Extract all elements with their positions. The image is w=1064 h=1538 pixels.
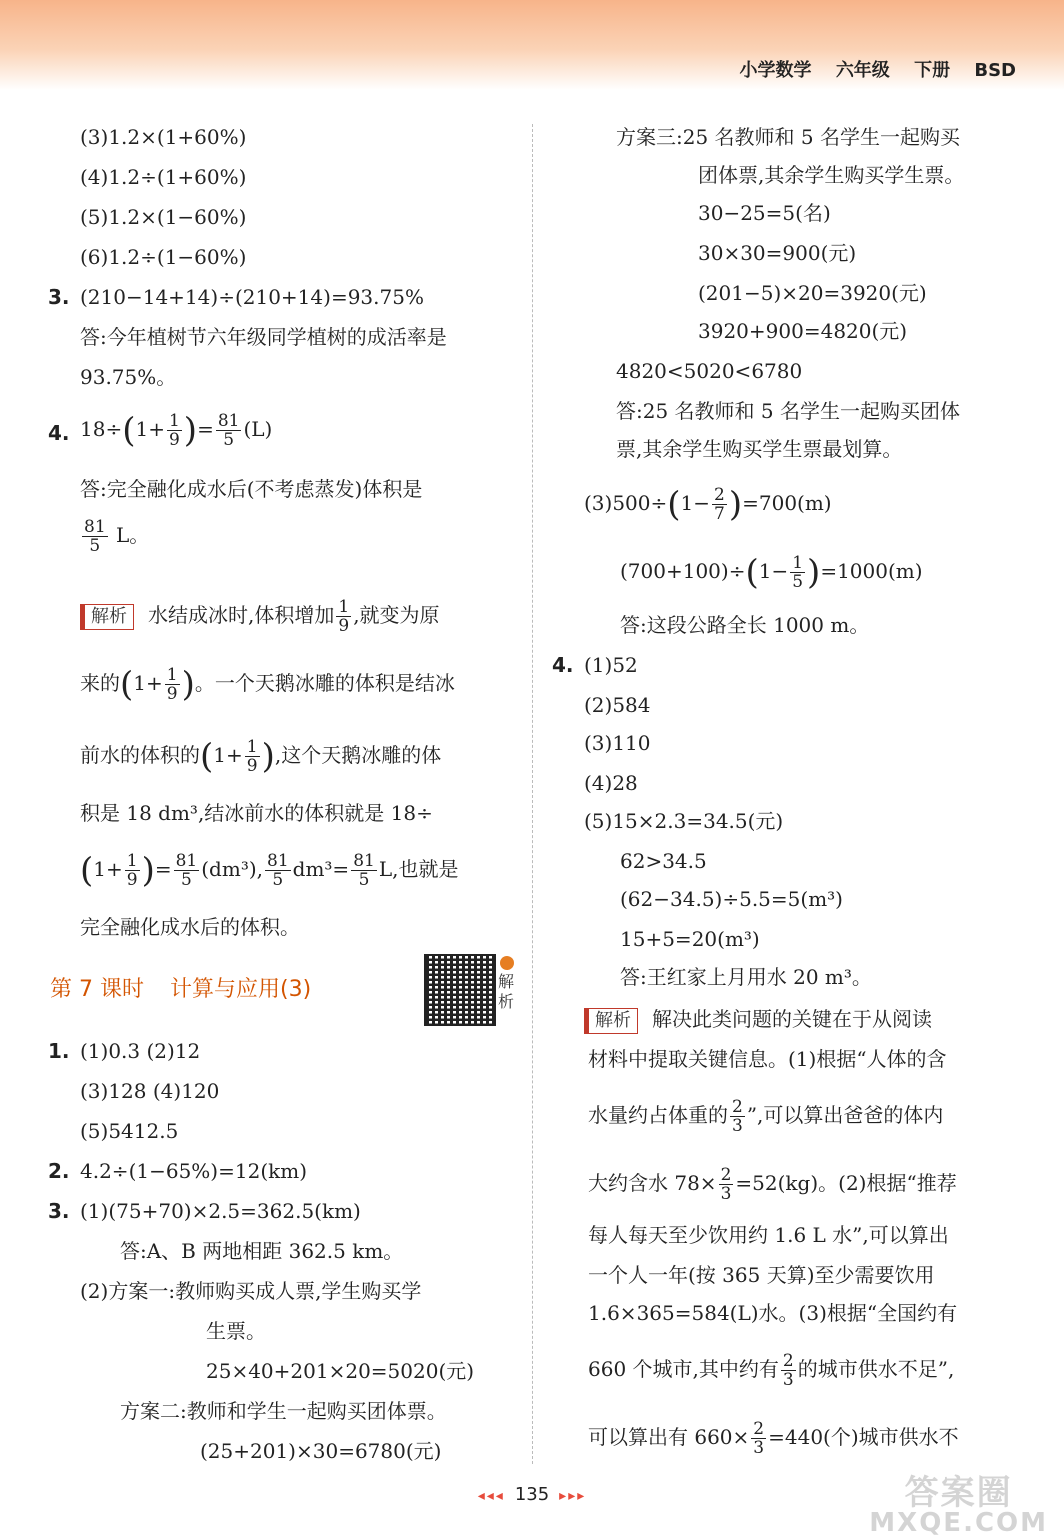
answer-line: 答:完全融化成水后(不考虑蒸发)体积是 <box>80 477 423 501</box>
question-number: 2. <box>48 1159 70 1183</box>
answer-line: (3)1.2×(1+60%) <box>80 125 247 149</box>
fraction: $\frac{81}{5}$ <box>353 851 375 890</box>
text: (3)500÷ <box>584 491 668 515</box>
answer-line: 答:今年植树节六年级同学植树的成活率是 <box>80 325 447 349</box>
qr-label: 解析 <box>498 972 515 1011</box>
formula-line <box>80 518 149 555</box>
analysis-line <box>588 1352 954 1389</box>
answer-line: 15+5=20(m³) <box>620 927 760 951</box>
text: 18÷ <box>80 417 123 441</box>
text: (700+100)÷ <box>620 559 746 583</box>
answer-line: 团体票,其余学生购买学生票。 <box>698 163 965 187</box>
answer-line: 答:这段公路全长 1000 m。 <box>620 613 870 637</box>
paren: ( <box>120 664 134 705</box>
answer-line: 答:王红家上月用水 20 m³。 <box>620 965 872 989</box>
analysis-line: 完全融化成水后的体积。 <box>80 915 300 939</box>
analysis-line <box>80 598 440 635</box>
answer-line: (4)28 <box>584 771 638 795</box>
text: 的城市供水不足”, <box>797 1357 955 1381</box>
answer-line: (1)0.3 (2)12 <box>80 1039 201 1063</box>
question-number: 3. <box>48 285 70 309</box>
column-divider <box>532 124 533 1464</box>
text: =440(个)城市供水不 <box>768 1425 959 1449</box>
text: 1− <box>680 491 711 515</box>
answer-line: (210−14+14)÷(210+14)=93.75% <box>80 285 424 309</box>
fraction: $\frac{1}{9}$ <box>166 665 178 704</box>
paren: ) <box>261 736 275 777</box>
text: ,这个天鹅冰雕的体 <box>274 743 442 767</box>
answer-line: 方案二:教师和学生一起购买团体票。 <box>120 1399 447 1423</box>
fraction: $\frac{81}{5}$ <box>84 517 106 556</box>
text: 。一个天鹅冰雕的体积是结冰 <box>194 671 455 695</box>
text: =52(kg)。(2)根据“推荐 <box>735 1171 957 1195</box>
analysis-line <box>588 1420 959 1457</box>
fraction: $\frac{1}{5}$ <box>792 553 804 592</box>
watermark-title: 答案圈 <box>904 1473 1013 1513</box>
page-number: 135 <box>514 1484 550 1505</box>
answer-line: 25×40+201×20=5020(元) <box>206 1359 475 1383</box>
fraction: $\frac{2}{3}$ <box>782 1351 794 1390</box>
text: 1+ <box>213 743 243 767</box>
answer-line: 答:25 名教师和 5 名学生一起购买团体 <box>616 399 960 423</box>
text: 水量约占体重的 <box>588 1103 728 1127</box>
analysis-line: 积是 18 dm³,结冰前水的体积就是 18÷ <box>80 801 433 825</box>
answer-line: 93.75%。 <box>80 365 177 389</box>
prev-arrows-icon: ◂◂◂ <box>477 1488 505 1504</box>
play-icon[interactable] <box>500 956 514 970</box>
answer-line: 4820<5020<6780 <box>616 359 803 383</box>
watermark <box>869 1473 1048 1538</box>
text: 1+ <box>133 671 163 695</box>
analysis-line <box>588 1166 957 1203</box>
watermark-url: MXQE.COM <box>869 1508 1048 1538</box>
answer-line: (1)52 <box>584 653 638 677</box>
answer-line: (5)15×2.3=34.5(元) <box>584 809 784 833</box>
answer-line: (4)1.2÷(1+60%) <box>80 165 247 189</box>
answer-line: (5)1.2×(1−60%) <box>80 205 247 229</box>
header-grade: 六年级 <box>835 60 890 81</box>
text: (dm³), <box>201 857 263 881</box>
fraction: $\frac{2}{3}$ <box>753 1419 765 1458</box>
fraction: $\frac{1}{9}$ <box>246 737 258 776</box>
fraction: $\frac{2}{3}$ <box>720 1165 732 1204</box>
text: =1000(m) <box>820 559 923 583</box>
text: L,也就是 <box>378 857 459 881</box>
answer-line: (2)584 <box>584 693 651 717</box>
question-number: 1. <box>48 1039 70 1063</box>
paren: ( <box>122 410 136 451</box>
analysis-line: 每人每天至少饮用约 1.6 L 水”,可以算出 <box>588 1223 949 1247</box>
analysis-tag: 解析 <box>80 604 134 630</box>
fraction: $\frac{81}{5}$ <box>175 851 198 890</box>
text: dm³= <box>292 857 350 881</box>
text: 660 个城市,其中约有 <box>588 1357 779 1381</box>
answer-line: (2)方案一:教师购买成人票,学生购买学 <box>80 1279 422 1303</box>
formula-line <box>80 412 272 449</box>
formula-line <box>620 554 923 591</box>
text: 可以算出有 660× <box>588 1425 750 1449</box>
answer-line: 30×30=900(元) <box>698 241 857 265</box>
text: L。 <box>116 523 150 547</box>
answer-line: 62>34.5 <box>620 849 707 873</box>
paren: ) <box>183 410 198 451</box>
analysis-tag: 解析 <box>584 1008 638 1034</box>
analysis-line <box>80 738 441 775</box>
analysis-line <box>80 666 455 703</box>
answer-line: (1)(75+70)×2.5=362.5(km) <box>80 1199 361 1223</box>
question-number: 4. <box>552 653 574 677</box>
text: (L) <box>243 417 273 441</box>
text: 1− <box>758 559 789 583</box>
analysis-line <box>80 852 458 889</box>
text: = <box>154 857 172 881</box>
lesson-heading <box>50 972 337 1003</box>
answer-line: 方案三:25 名教师和 5 名学生一起购买 <box>616 125 960 149</box>
header-subject: 小学数学 <box>739 60 812 81</box>
answer-line: (6)1.2÷(1−60%) <box>80 245 247 269</box>
text: ”,可以算出爸爸的体内 <box>746 1103 944 1127</box>
answer-line: (25+201)×30=6780(元) <box>200 1439 442 1463</box>
analysis-line: 一个人一年(按 365 天算)至少需要饮用 <box>588 1263 935 1287</box>
answer-line: (3)128 (4)120 <box>80 1079 220 1103</box>
answer-line: 3920+900=4820(元) <box>698 319 908 343</box>
lesson-title: 计算与应用(3) <box>169 977 312 1002</box>
next-arrows-icon: ▸▸▸ <box>559 1488 587 1504</box>
header-info <box>722 56 1016 82</box>
analysis-line: 1.6×365=584(L)水。(3)根据“全国约有 <box>588 1301 958 1325</box>
answer-line: (5)5412.5 <box>80 1119 179 1143</box>
answer-line: 4.2÷(1−65%)=12(km) <box>80 1159 308 1183</box>
header-volume: 下册 <box>914 60 951 81</box>
answer-line: (201−5)×20=3920(元) <box>698 281 927 305</box>
paren: ( <box>745 552 759 593</box>
paren: ) <box>728 484 743 525</box>
fraction: $\frac{81}{5}$ <box>217 411 240 450</box>
answer-line: 票,其余学生购买学生票最划算。 <box>616 437 903 461</box>
text: ,就变为原 <box>353 603 440 627</box>
fraction: $\frac{1}{9}$ <box>168 411 180 450</box>
fraction: $\frac{2}{3}$ <box>732 1097 743 1136</box>
question-number: 3. <box>48 1199 70 1223</box>
text: 水结成冰时,体积增加 <box>148 603 335 627</box>
fraction: $\frac{2}{7}$ <box>714 485 725 524</box>
lesson-number: 第 7 课时 <box>50 977 144 1002</box>
answer-line: (62−34.5)÷5.5=5(m³) <box>620 887 843 911</box>
paren: ) <box>181 664 195 705</box>
formula-line <box>584 486 832 523</box>
analysis-line: 材料中提取关键信息。(1)根据“人体的含 <box>588 1047 947 1071</box>
answer-line: 30−25=5(名) <box>698 201 831 225</box>
paren: ) <box>141 850 155 891</box>
text: 1+ <box>93 857 123 881</box>
qr-code-icon[interactable] <box>424 954 496 1026</box>
answer-line: (3)110 <box>584 731 651 755</box>
question-number: 4. <box>48 421 70 445</box>
answer-line: 生票。 <box>206 1319 266 1343</box>
text: = <box>197 417 214 441</box>
text: 1+ <box>135 417 165 441</box>
paren: ( <box>80 850 94 891</box>
text: 来的 <box>80 671 120 695</box>
header-edition: BSD <box>974 60 1016 81</box>
text: 解决此类问题的关键在于从阅读 <box>652 1007 932 1031</box>
text: 大约含水 78× <box>588 1171 717 1195</box>
fraction: $\frac{1}{9}$ <box>126 851 138 890</box>
paren: ( <box>200 736 214 777</box>
paren: ) <box>807 552 821 593</box>
answer-line: 答:A、B 两地相距 362.5 km。 <box>120 1239 404 1263</box>
analysis-line <box>588 1098 943 1135</box>
paren: ( <box>667 484 681 525</box>
analysis-line <box>584 1006 932 1034</box>
text: 前水的体积的 <box>80 743 200 767</box>
fraction: $\frac{1}{9}$ <box>338 597 350 636</box>
text: =700(m) <box>742 491 832 515</box>
fraction: $\frac{81}{5}$ <box>267 851 289 890</box>
